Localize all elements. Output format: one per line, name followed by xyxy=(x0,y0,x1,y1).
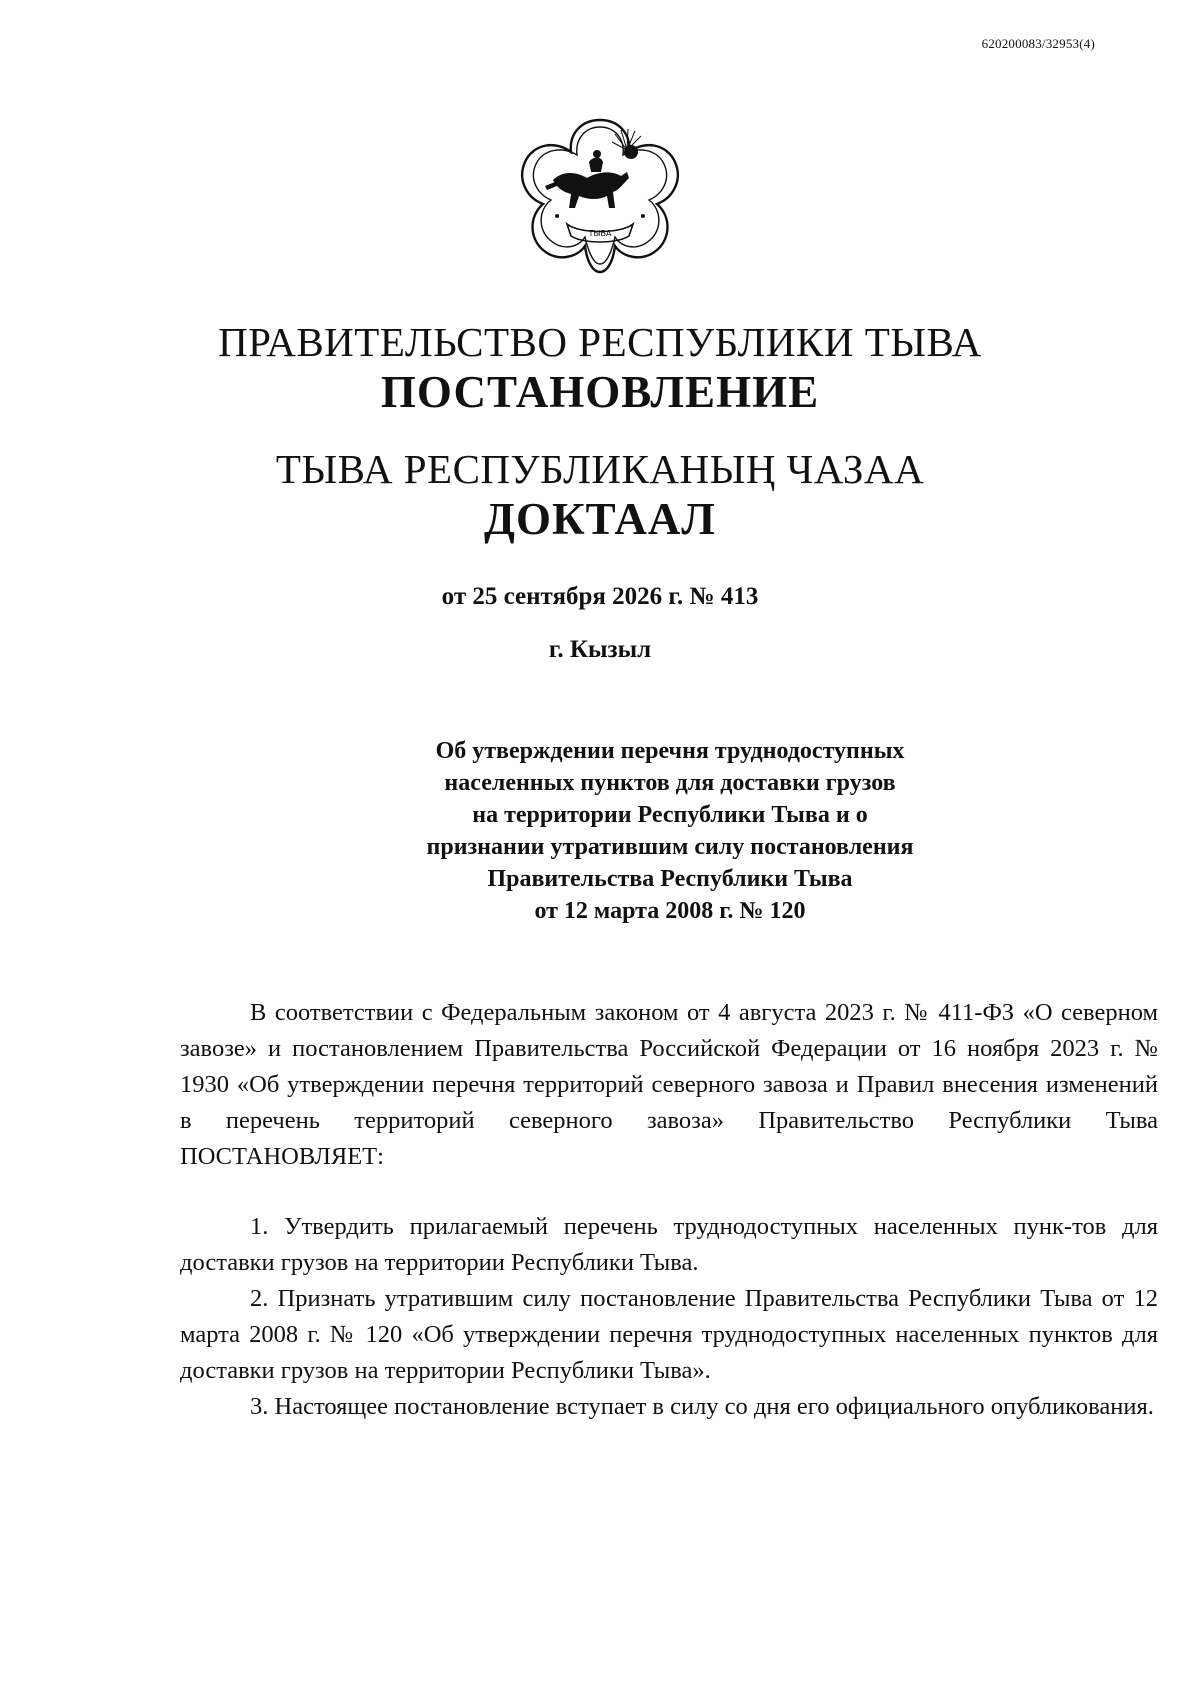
preamble-paragraph: В соответствии с Федеральным законом от 4 августа 2023 г. № 411-ФЗ «О северном завозе» и постановлением Правительства Российской Федерации от 16 ноября 2023 г. № 1930 «Об утверждении перечня территорий северного завоза и Правил внесения изменений в перечень территорий северного завоза» Правительство Республики Тыва ПОСТАНОВЛЯЕТ: xyxy=(180,999,1158,1170)
decree-date-number: от 25 сентября 2026 г. № 413 xyxy=(441,583,759,610)
title-line: Правительства Республики Тыва xyxy=(487,866,853,892)
title-line: населенных пунктов для доставки грузов xyxy=(444,770,896,796)
decree-title-russian: ПОСТАНОВЛЕНИЕ xyxy=(380,367,820,417)
decree-item: 2. Признать утратившим силу постановление Правительства Республики Тыва от 12 марта 2008 г. № 120 «Об утверждении перечня труднодоступных населенных пунктов для доставки грузов на территории Республики Тыва». xyxy=(180,1285,1158,1384)
government-name-russian: ПРАВИТЕЛЬСТВО РЕСПУБЛИКИ ТЫВА xyxy=(218,319,982,365)
title-line: Об утверждении перечня труднодоступных xyxy=(435,738,905,764)
decree-subject-title xyxy=(330,735,1010,927)
title-line: на территории Республики Тыва и о xyxy=(472,802,868,828)
title-line: от 12 марта 2008 г. № 120 xyxy=(534,898,806,924)
government-name-tuvan: ТЫВА РЕСПУБЛИКАНЫҢ ЧАЗАА xyxy=(275,446,925,492)
decree-item: 1. Утвердить прилагаемый перечень труднодоступных населенных пунк-тов для доставки грузов на территории Республики Тыва. xyxy=(180,1213,1158,1276)
decree-title-tuvan: ДОКТААЛ xyxy=(484,494,716,544)
document-id: 620200083/32953(4) xyxy=(981,36,1095,51)
decree-body xyxy=(180,995,1158,1425)
decree-city: г. Кызыл xyxy=(548,636,652,663)
emblem-inscription: ТЫВА xyxy=(588,229,612,238)
decree-item: 3. Настоящее постановление вступает в силу со дня его официального опубликования. xyxy=(250,1393,1154,1420)
tuva-coat-of-arms-icon xyxy=(515,112,685,280)
title-line: признании утратившим силу постановления xyxy=(426,834,914,860)
paragraph-gap xyxy=(180,1175,1158,1209)
